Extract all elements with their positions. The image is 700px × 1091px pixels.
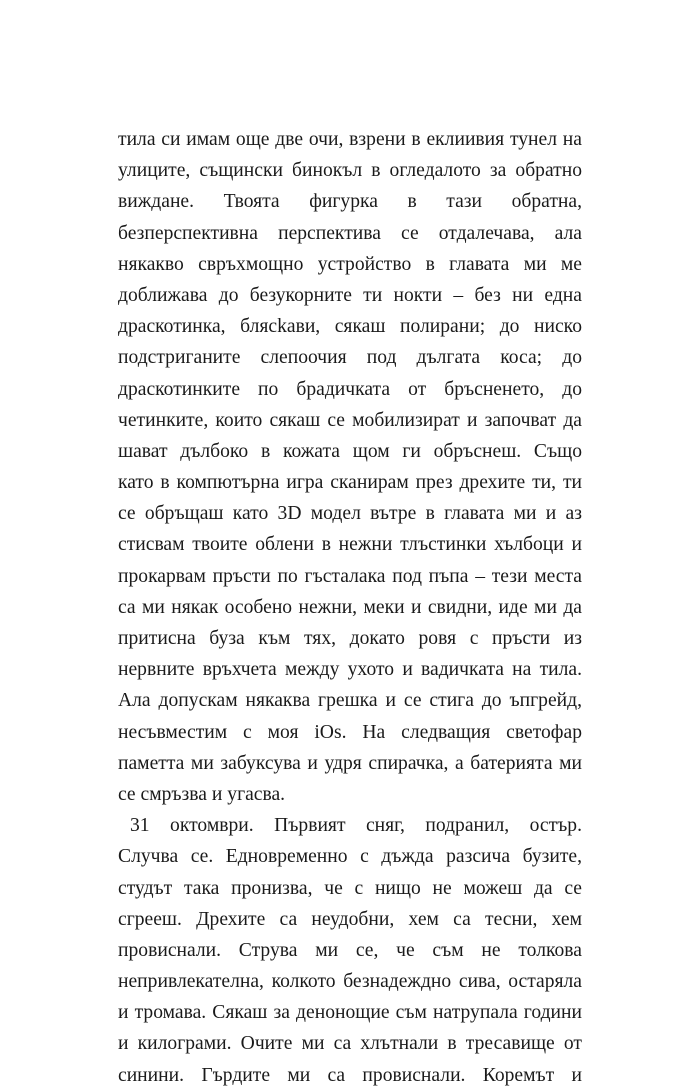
text-line: несъвместим с моя iOs. На следващия светофар: [118, 721, 582, 743]
text-line: притисна буза към тях, докато ровя с пръсти из: [118, 628, 582, 649]
text-line: 31 октомври. Първият сняг, подранил, остър.: [130, 815, 582, 837]
text-line: се обръщаш като 3D модел вътре в главата ми и аз: [118, 503, 582, 525]
text-line: паметта ми забуксува и удря спирачка, а батерията ми: [118, 752, 582, 774]
text-line: са ми някак особено нежни, меки и свидни, иде ми да: [118, 596, 582, 618]
text-line: виждане. Твоята фигурка в тази обратна,: [118, 191, 582, 213]
text-line: студът така пронизва, че с нищо не можеш да се: [118, 877, 582, 899]
text-line: прокарвам пръсти по гъсталака под пъпа – тези места: [118, 565, 582, 587]
text-line: и килограми. Очите ми са хлътнали в тресавище от: [118, 1033, 582, 1055]
text-line: подстриганите слепоочия под дългата коса; до: [118, 347, 582, 369]
text-line: се смръзва и угасва.: [118, 783, 286, 805]
body-text: [118, 124, 582, 1091]
text-line: като в компютърна игра сканирам през дрехите ти, ти: [118, 472, 582, 494]
text-line: непривлекателна, колкото безнадеждно сива, остаряла: [118, 971, 582, 993]
text-line: тила си имам още две очи, взрени в еклиивия тунел на: [118, 129, 582, 150]
text-line: драскотинките по брадичката от бръсненето, до: [118, 378, 582, 400]
text-line: синини. Гърдите ми са провиснали. Коремът и: [118, 1064, 582, 1086]
text-line: улиците, същински бинокъл в огледалото за обратно: [118, 160, 582, 182]
text-line: провиснали. Струва ми се, че съм не толкова: [118, 939, 582, 961]
text-line: четинките, които сякаш се мобилизират и започват да: [118, 409, 582, 431]
text-line: Случва се. Едновременно с дъжда разсича бузите,: [118, 846, 582, 868]
text-line: сгрееш. Дрехите са неудобни, хем са тесни, хем: [118, 908, 582, 930]
text-line: доближава до безукорните ти нокти – без ни една: [118, 284, 582, 306]
text-line: стисвам твоите облени в нежни тлъстинки хълбоци и: [118, 534, 582, 556]
text-line: шават дълбоко в кожата щом ги обръснеш. Също: [118, 440, 582, 462]
text-line: безперспективна перспектива се отдалечава, ала: [118, 222, 582, 244]
text-line: Ала допускам някаква грешка и се стига до ъпгрейд,: [118, 690, 582, 712]
text-line: и тромава. Сякаш за денонощие съм натрупала години: [118, 1002, 582, 1024]
text-line: нервните връхчета между ухото и вадичката на тила.: [118, 659, 582, 681]
text-line: драскотинка, блясkави, сякаш полирани; до ниско: [118, 316, 582, 338]
text-line: някакво свръхмощно устройство в главата ми ме: [118, 253, 582, 275]
